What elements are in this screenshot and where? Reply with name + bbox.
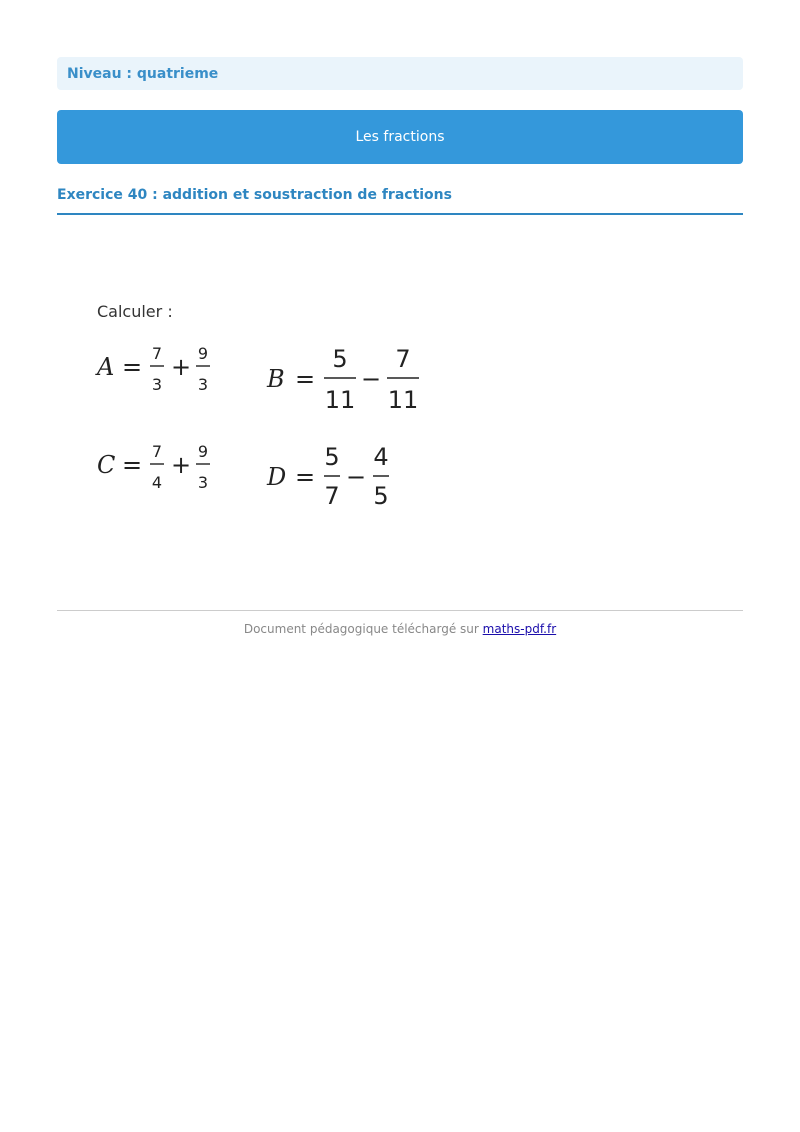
denominator: 11 xyxy=(387,386,419,414)
operator: + xyxy=(171,353,192,381)
denominator: 3 xyxy=(197,473,209,492)
denominator: 11 xyxy=(324,386,356,414)
equals-sign: = xyxy=(122,353,143,381)
operator: + xyxy=(171,451,192,479)
expression-a xyxy=(95,344,210,394)
exercise-image xyxy=(90,290,450,520)
numerator: 9 xyxy=(197,344,209,363)
operator: − xyxy=(361,365,382,393)
denominator: 7 xyxy=(324,482,340,510)
numerator: 4 xyxy=(373,443,389,471)
footer-divider xyxy=(57,610,743,611)
expression-c xyxy=(97,442,210,492)
variable-d: D xyxy=(267,463,287,491)
operator: − xyxy=(346,463,367,491)
variable-c: C xyxy=(97,451,116,479)
denominator: 3 xyxy=(151,375,163,394)
denominator: 3 xyxy=(197,375,209,394)
variable-b: B xyxy=(267,365,285,393)
instruction-text: Calculer : xyxy=(97,302,173,321)
expression-b xyxy=(266,345,419,414)
exercise-title: Exercice 40 : addition et soustraction de fractions xyxy=(57,185,743,215)
denominator: 4 xyxy=(151,473,163,492)
numerator: 7 xyxy=(151,442,163,461)
level-box xyxy=(57,57,743,90)
footer-link[interactable]: maths-pdf.fr xyxy=(482,622,557,636)
numerator: 7 xyxy=(395,345,411,373)
numerator: 5 xyxy=(332,345,348,373)
footer xyxy=(57,622,743,636)
subject-title: Les fractions xyxy=(355,129,445,145)
variable-a: A xyxy=(97,353,115,381)
denominator: 5 xyxy=(373,482,389,510)
numerator: 9 xyxy=(197,442,209,461)
expression-d xyxy=(266,443,389,510)
subject-banner xyxy=(57,110,743,164)
equals-sign: = xyxy=(295,365,316,393)
equals-sign: = xyxy=(295,463,316,491)
footer-text: Document pédagogique téléchargé sur xyxy=(243,622,479,636)
numerator: 7 xyxy=(151,344,163,363)
equals-sign: = xyxy=(122,451,143,479)
level-label: Niveau : quatrieme xyxy=(67,65,219,82)
numerator: 5 xyxy=(324,443,340,471)
